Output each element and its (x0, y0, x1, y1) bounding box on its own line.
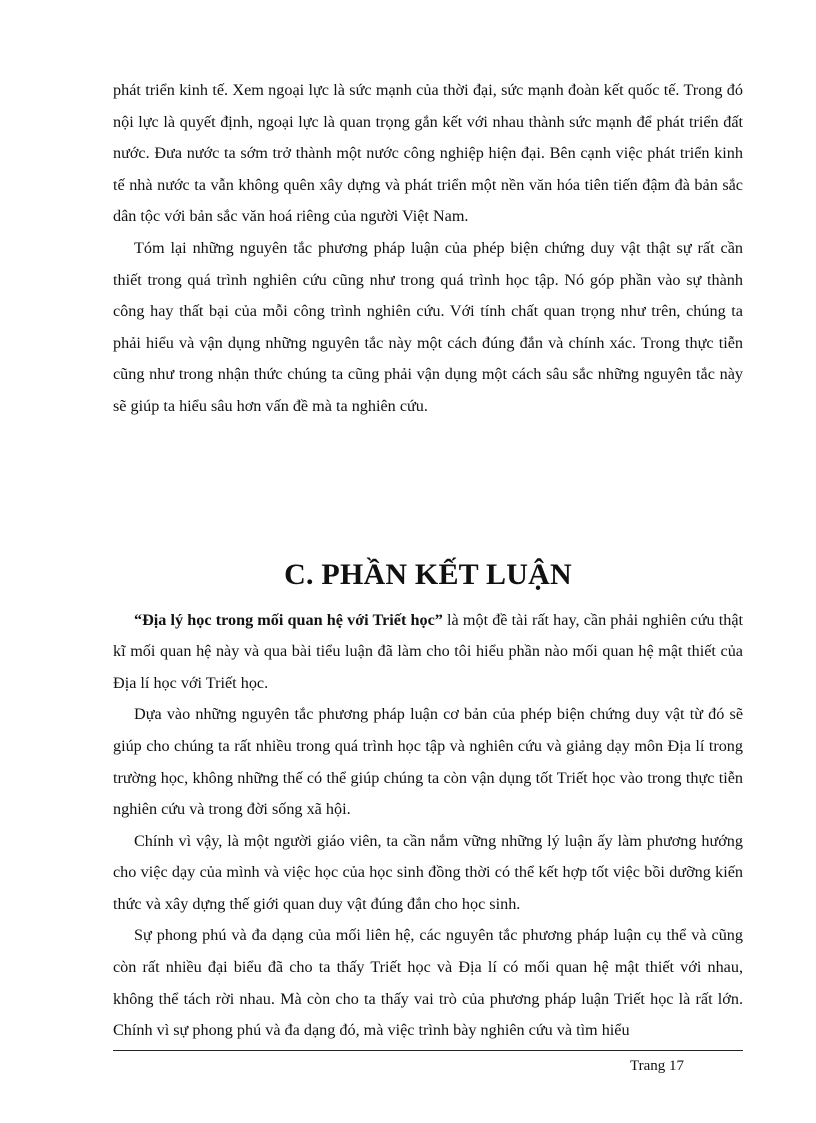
conclusion-paragraph-1-text: là một đề tài rất hay, cần phải nghiên cứu thật kĩ mối quan hệ này và qua bài tiểu luận đã làm cho tôi hiểu phần nào mối quan hệ mật thiết của Địa lí học với Triết học. (113, 610, 744, 692)
conclusion-paragraph-2: Dựa vào những nguyên tắc phương pháp luận cơ bản của phép biện chứng duy vật từ đó sẽ giúp cho chúng ta rất nhiều trong quá trình học tập và nghiên cứu và giảng dạy môn Địa lí trong trường học, không những thế có thể giúp chúng ta còn vận dụng tốt Triết học vào trong thực tiễn nghiên cứu và trong đời sống xã hội. (113, 705, 743, 819)
page-content (113, 75, 743, 1047)
conclusion-heading: C. PHẦN KẾT LUẬN (284, 557, 572, 591)
conclusion-paragraph-3: Chính vì vậy, là một người giáo viên, ta cần nắm vững những lý luận ấy làm phương hướng cho việc dạy của mình và việc học của học sinh đồng thời có thể kết hợp tốt việc bồi dưỡng kiến thức và xây dựng thế giới quan duy vật đúng đắn cho học sinh. (113, 831, 743, 913)
body-paragraph-1: phát triển kinh tế. Xem ngoại lực là sức mạnh của thời đại, sức mạnh đoàn kết quốc tế. Trong đó nội lực là quyết định, ngoại lực là quan trọng gắn kết với nhau thành sức mạnh để phát triển đất nước. Đưa nước ta sớm trở thành một nước công nghiệp hiện đại. Bên cạnh việc phát triển kinh tế nhà nước ta vẫn không quên xây dựng và phát triển một nền văn hóa tiên tiến đậm đà bản sắc dân tộc với bản sắc văn hoá riêng của người Việt Nam. (113, 81, 743, 226)
footer-divider (113, 1050, 743, 1051)
conclusion-paragraph-4: Sự phong phú và đa dạng của mối liên hệ, các nguyên tắc phương pháp luận cụ thể và cũng còn rất nhiều đại biểu đã cho ta thấy Triết học và Địa lí có mối quan hệ mật thiết với nhau, không thể tách rời nhau. Mà còn cho ta thấy vai trò của phương pháp luận Triết học là rất lớn. Chính vì sự phong phú và đa dạng đó, mà việc trình bày nghiên cứu và tìm hiểu (113, 926, 743, 1040)
conclusion-paragraph-1 (113, 605, 743, 700)
page-number: Trang 17 (630, 1058, 685, 1074)
body-paragraph-2: Tóm lại những nguyên tắc phương pháp luận của phép biện chứng duy vật thật sự rất cần thiết trong quá trình nghiên cứu cũng như trong quá trình học tập. Nó góp phần vào sự thành công hay thất bại của mỗi công trình nghiên cứu. Với tính chất quan trọng như trên, chúng ta phải hiểu và vận dụng những nguyên tắc này một cách đúng đắn và chính xác. Trong thực tiễn cũng như trong nhận thức chúng ta cũng phải vận dụng một cách sâu sắc những nguyên tắc này sẽ giúp ta hiểu sâu hơn vấn đề mà ta nghiên cứu. (113, 238, 743, 415)
topic-title-quote: “Địa lý học trong mối quan hệ với Triết học” (134, 610, 443, 629)
section-spacer (113, 423, 743, 555)
